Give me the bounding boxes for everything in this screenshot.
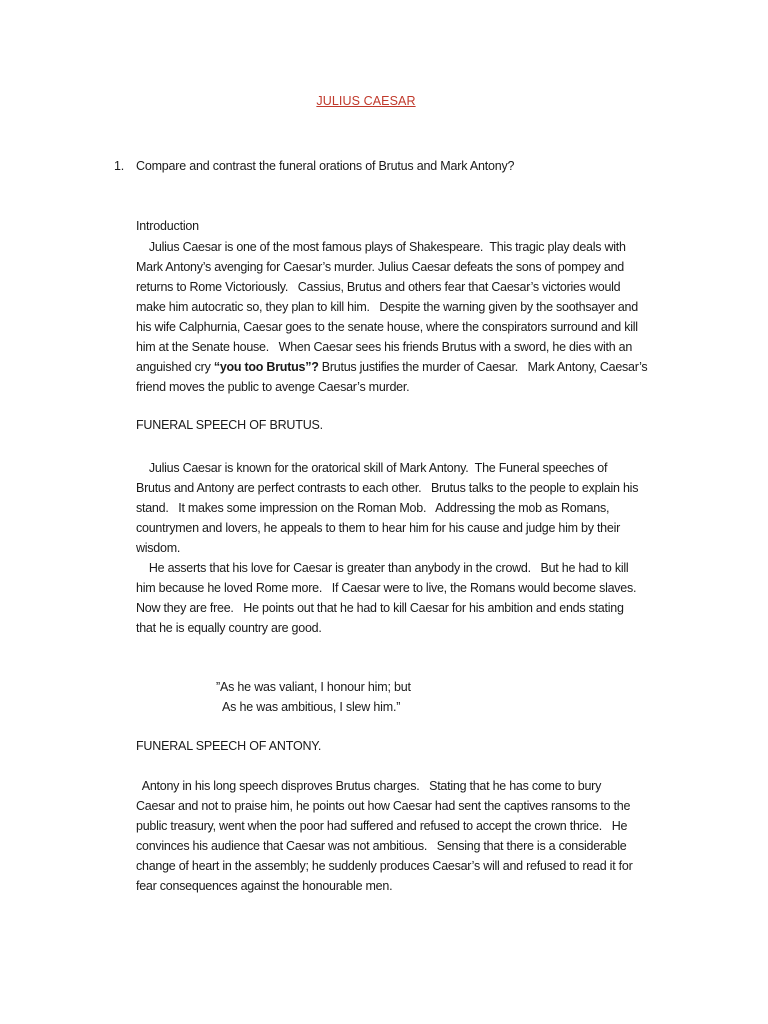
- antony-line: Caesar and not to praise him, he points out how Caesar had sent the captives ransoms to the: [136, 799, 631, 813]
- intro-line: friend moves the public to avenge Caesar’s murder.: [136, 380, 410, 394]
- quote-line: ”As he was valiant, I honour him; but: [216, 680, 411, 694]
- intro-line: returns to Rome Victoriously. Cassius, Brutus and others fear that Caesar’s victories would: [136, 280, 621, 294]
- brutus-line: Brutus and Antony are perfect contrasts to each other. Brutus talks to the people to explain his: [136, 481, 639, 495]
- brutus-paragraph-1: [136, 458, 696, 558]
- antony-line: change of heart in the assembly; he suddenly produces Caesar’s will and refused to read it for: [136, 859, 633, 873]
- brutus-line: wisdom.: [136, 541, 181, 555]
- brutus-quote: [216, 677, 411, 717]
- brutus-line: Now they are free. He points out that he had to kill Caesar for his ambition and ends stating: [136, 601, 624, 615]
- intro-line: his wife Calphurnia, Caesar goes to the senate house, where the conspirators surround and kill: [136, 320, 638, 334]
- brutus-line: that he is equally country are good.: [136, 621, 322, 635]
- question-1: [114, 159, 514, 173]
- quote-line: As he was ambitious, I slew him.”: [222, 700, 401, 714]
- intro-paragraph: [136, 237, 696, 397]
- intro-heading: Introduction: [136, 219, 199, 233]
- brutus-paragraph-2: [136, 558, 696, 638]
- quote-you-too-brutus: “you too Brutus”?: [213, 360, 319, 374]
- antony-line: fear consequences against the honourable men.: [136, 879, 393, 893]
- antony-line: convinces his audience that Caesar was not ambitious. Sensing that there is a considerable: [136, 839, 627, 853]
- intro-line: him at the Senate house. When Caesar sees his friends Brutus with a sword, he dies with an: [136, 340, 633, 354]
- brutus-line: stand. It makes some impression on the Roman Mob. Addressing the mob as Romans,: [136, 501, 610, 515]
- question-number: 1.: [114, 159, 125, 173]
- intro-line: Julius Caesar is one of the most famous plays of Shakespeare. This tragic play deals with: [136, 240, 626, 254]
- document-title: JULIUS CAESAR: [316, 94, 416, 108]
- intro-line-text: Brutus justifies the murder of Caesar. Mark Antony, Caesar’s: [318, 360, 648, 374]
- brutus-line: He asserts that his love for Caesar is greater than anybody in the crowd. But he had to kill: [136, 561, 629, 575]
- brutus-line: Julius Caesar is known for the oratorical skill of Mark Antony. The Funeral speeches of: [136, 461, 608, 475]
- antony-heading: FUNERAL SPEECH OF ANTONY.: [136, 739, 322, 753]
- brutus-line: countrymen and lovers, he appeals to them to hear him for his cause and judge him by their: [136, 521, 621, 535]
- intro-line: [136, 357, 696, 377]
- intro-line: Mark Antony’s avenging for Caesar’s murder. Julius Caesar defeats the sons of pompey and: [136, 260, 625, 274]
- antony-line: public treasury, went when the poor had suffered and refused to accept the crown thrice. He: [136, 819, 628, 833]
- intro-line: make him autocratic so, they plan to kill him. Despite the warning given by the soothsayer and: [136, 300, 638, 314]
- antony-line: Antony in his long speech disproves Brutus charges. Stating that he has come to bury: [136, 779, 602, 793]
- brutus-heading: FUNERAL SPEECH OF BRUTUS.: [136, 418, 323, 432]
- intro-line-text: anguished cry: [136, 360, 214, 374]
- antony-paragraph: [136, 776, 696, 896]
- brutus-line: him because he loved Rome more. If Caesar were to live, the Romans would become slaves.: [136, 581, 637, 595]
- question-text: Compare and contrast the funeral orations of Brutus and Mark Antony?: [136, 159, 515, 173]
